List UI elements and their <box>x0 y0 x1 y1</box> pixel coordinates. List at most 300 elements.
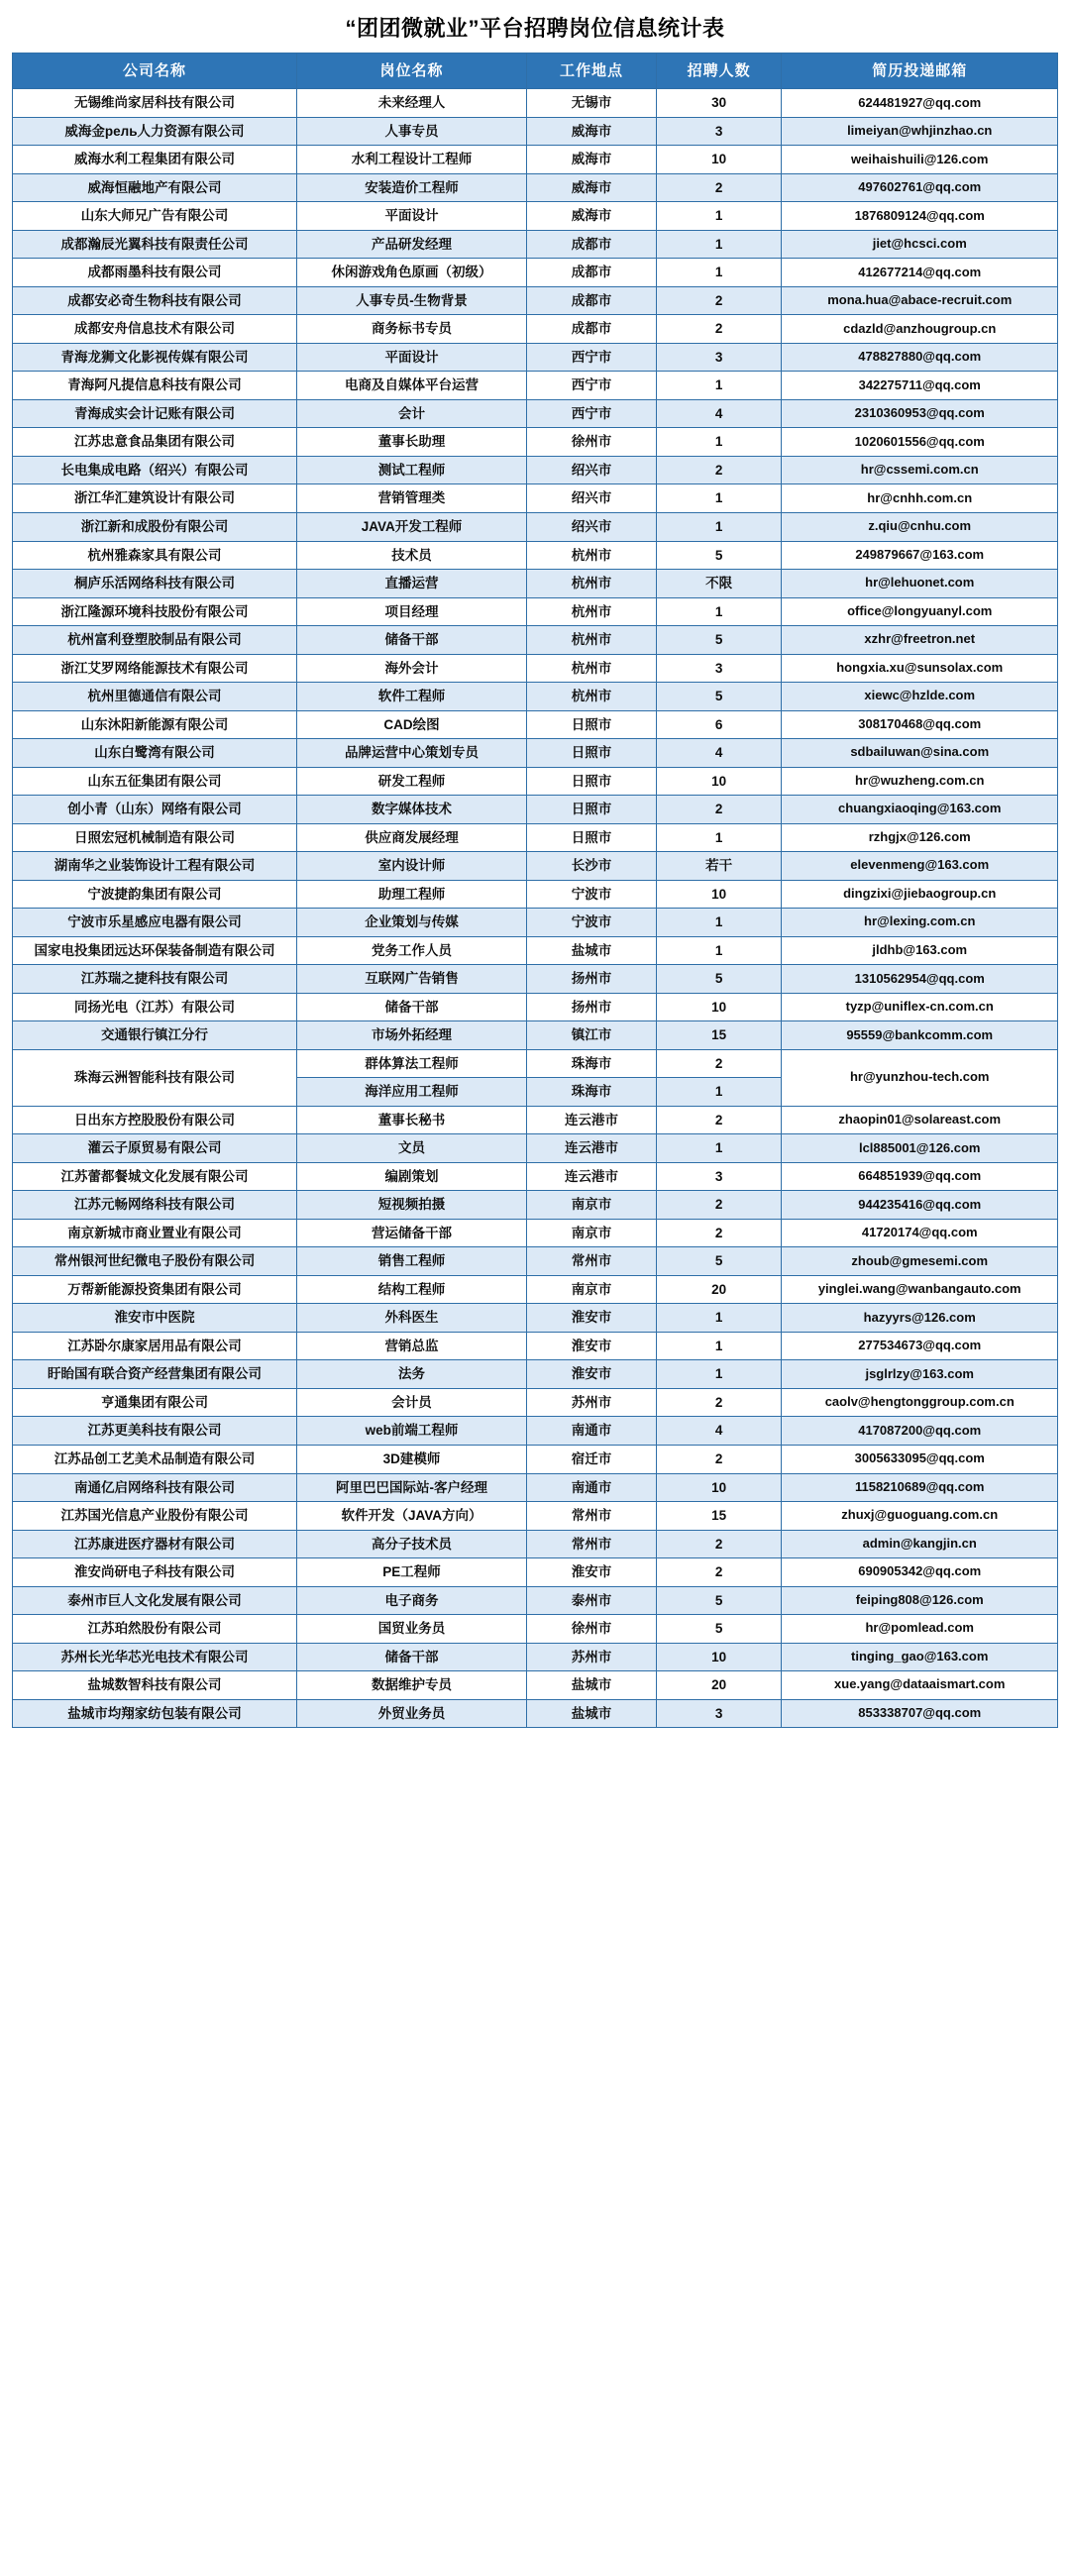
cell-city: 南京市 <box>527 1275 657 1304</box>
cell-email: feiping808@126.com <box>782 1586 1058 1615</box>
cell-company: 无锡维尚家居科技有限公司 <box>13 89 297 118</box>
table-row <box>13 89 1058 118</box>
cell-count: 20 <box>656 1275 782 1304</box>
cell-email: jsglrlzy@163.com <box>782 1360 1058 1389</box>
cell-count: 10 <box>656 146 782 174</box>
cell-email: office@longyuanyl.com <box>782 597 1058 626</box>
cell-company: 日照宏冠机械制造有限公司 <box>13 823 297 852</box>
cell-city: 南通市 <box>527 1417 657 1446</box>
cell-city: 徐州市 <box>527 1615 657 1644</box>
cell-position: 国贸业务员 <box>296 1615 526 1644</box>
cell-position: 文员 <box>296 1134 526 1163</box>
table-row <box>13 1219 1058 1247</box>
cell-company: 泰州市巨人文化发展有限公司 <box>13 1586 297 1615</box>
cell-count: 15 <box>656 1021 782 1050</box>
cell-city: 宁波市 <box>527 909 657 937</box>
cell-count: 2 <box>656 1388 782 1417</box>
cell-city: 扬州市 <box>527 993 657 1021</box>
cell-position: 测试工程师 <box>296 456 526 484</box>
table-row <box>13 767 1058 796</box>
cell-email: xiewc@hzlde.com <box>782 683 1058 711</box>
cell-position: 营运储备干部 <box>296 1219 526 1247</box>
table-row <box>13 626 1058 655</box>
table-row <box>13 1446 1058 1474</box>
cell-email: tyzp@uniflex-cn.com.cn <box>782 993 1058 1021</box>
cell-email: 308170468@qq.com <box>782 710 1058 739</box>
cell-email: z.qiu@cnhu.com <box>782 512 1058 541</box>
cell-position: 品牌运营中心策划专员 <box>296 739 526 768</box>
cell-city: 珠海市 <box>527 1049 657 1078</box>
cell-city: 扬州市 <box>527 965 657 994</box>
cell-count: 20 <box>656 1671 782 1700</box>
table-row <box>13 286 1058 315</box>
cell-count: 1 <box>656 372 782 400</box>
cell-count: 1 <box>656 1304 782 1333</box>
table-row <box>13 343 1058 372</box>
cell-position: 市场外拓经理 <box>296 1021 526 1050</box>
cell-email: xzhr@freetron.net <box>782 626 1058 655</box>
cell-email: 944235416@qq.com <box>782 1191 1058 1220</box>
cell-city: 威海市 <box>527 173 657 202</box>
cell-count: 5 <box>656 1586 782 1615</box>
cell-company: 山东白鹭湾有限公司 <box>13 739 297 768</box>
cell-city: 日照市 <box>527 739 657 768</box>
cell-email: zhoub@gmesemi.com <box>782 1247 1058 1276</box>
cell-email: sdbailuwan@sina.com <box>782 739 1058 768</box>
cell-company: 长电集成电路（绍兴）有限公司 <box>13 456 297 484</box>
cell-position: 海洋应用工程师 <box>296 1078 526 1107</box>
table-row <box>13 710 1058 739</box>
cell-position: 人事专员 <box>296 117 526 146</box>
cell-email: rzhgjx@126.com <box>782 823 1058 852</box>
cell-position: 短视频拍摄 <box>296 1191 526 1220</box>
table-row <box>13 399 1058 428</box>
cell-count: 5 <box>656 1615 782 1644</box>
cell-company: 山东大师兄广告有限公司 <box>13 202 297 231</box>
table-row <box>13 1275 1058 1304</box>
cell-email: tinging_gao@163.com <box>782 1643 1058 1671</box>
cell-email: caolv@hengtonggroup.com.cn <box>782 1388 1058 1417</box>
cell-city: 无锡市 <box>527 89 657 118</box>
cell-city: 绍兴市 <box>527 456 657 484</box>
cell-count: 3 <box>656 1162 782 1191</box>
cell-company: 常州银河世纪微电子股份有限公司 <box>13 1247 297 1276</box>
cell-count: 2 <box>656 1558 782 1587</box>
cell-email: zhuxj@guoguang.com.cn <box>782 1502 1058 1531</box>
cell-company: 杭州雅森家具有限公司 <box>13 541 297 570</box>
cell-city: 绍兴市 <box>527 484 657 513</box>
cell-company: 万帮新能源投资集团有限公司 <box>13 1275 297 1304</box>
cell-position: JAVA开发工程师 <box>296 512 526 541</box>
table-row <box>13 117 1058 146</box>
cell-position: 储备干部 <box>296 1643 526 1671</box>
cell-email: elevenmeng@163.com <box>782 852 1058 881</box>
cell-city: 镇江市 <box>527 1021 657 1050</box>
cell-city: 珠海市 <box>527 1078 657 1107</box>
cell-city: 成都市 <box>527 286 657 315</box>
table-row <box>13 1332 1058 1360</box>
cell-position: 室内设计师 <box>296 852 526 881</box>
cell-position: 技术员 <box>296 541 526 570</box>
cell-count: 30 <box>656 89 782 118</box>
cell-email: 1020601556@qq.com <box>782 428 1058 457</box>
cell-city: 淮安市 <box>527 1304 657 1333</box>
cell-city: 杭州市 <box>527 683 657 711</box>
cell-city: 南京市 <box>527 1219 657 1247</box>
cell-company: 江苏品创工艺美术品制造有限公司 <box>13 1446 297 1474</box>
cell-count: 5 <box>656 1247 782 1276</box>
table-row <box>13 597 1058 626</box>
cell-city: 绍兴市 <box>527 512 657 541</box>
cell-count: 1 <box>656 512 782 541</box>
table-row <box>13 1502 1058 1531</box>
cell-city: 南京市 <box>527 1191 657 1220</box>
cell-company: 威海恒融地产有限公司 <box>13 173 297 202</box>
cell-count: 1 <box>656 597 782 626</box>
table-row <box>13 796 1058 824</box>
cell-email: cdazld@anzhougroup.cn <box>782 315 1058 344</box>
cell-position: 法务 <box>296 1360 526 1389</box>
cell-city: 长沙市 <box>527 852 657 881</box>
cell-email: jiet@hcsci.com <box>782 230 1058 259</box>
cell-city: 苏州市 <box>527 1643 657 1671</box>
cell-company: 杭州富利登塑胶制品有限公司 <box>13 626 297 655</box>
cell-position: CAD绘图 <box>296 710 526 739</box>
cell-email: 624481927@qq.com <box>782 89 1058 118</box>
cell-email: 853338707@qq.com <box>782 1699 1058 1728</box>
cell-count: 不限 <box>656 570 782 598</box>
cell-company: 江苏珀然股份有限公司 <box>13 1615 297 1644</box>
cell-count: 1 <box>656 259 782 287</box>
cell-position: 3D建模师 <box>296 1446 526 1474</box>
table-row <box>13 683 1058 711</box>
cell-position: 党务工作人员 <box>296 936 526 965</box>
cell-email: mona.hua@abace-recruit.com <box>782 286 1058 315</box>
table-row <box>13 146 1058 174</box>
cell-count: 10 <box>656 767 782 796</box>
cell-count: 若干 <box>656 852 782 881</box>
cell-email: hr@cnhh.com.cn <box>782 484 1058 513</box>
cell-count: 2 <box>656 1049 782 1078</box>
cell-position: 会计 <box>296 399 526 428</box>
cell-company: 青海阿凡提信息科技有限公司 <box>13 372 297 400</box>
cell-count: 2 <box>656 1219 782 1247</box>
cell-email: lcl885001@126.com <box>782 1134 1058 1163</box>
table-row <box>13 936 1058 965</box>
table-row <box>13 965 1058 994</box>
column-header-city: 工作地点 <box>527 54 657 89</box>
cell-company: 成都安舟信息技术有限公司 <box>13 315 297 344</box>
cell-email: 417087200@qq.com <box>782 1417 1058 1446</box>
cell-email: limeiyan@whjinzhao.cn <box>782 117 1058 146</box>
cell-email: 690905342@qq.com <box>782 1558 1058 1587</box>
cell-email: hr@pomlead.com <box>782 1615 1058 1644</box>
cell-email: 2310360953@qq.com <box>782 399 1058 428</box>
cell-company: 成都瀚辰光翼科技有限责任公司 <box>13 230 297 259</box>
cell-city: 泰州市 <box>527 1586 657 1615</box>
cell-count: 10 <box>656 880 782 909</box>
cell-company: 浙江华汇建筑设计有限公司 <box>13 484 297 513</box>
cell-email: jldhb@163.com <box>782 936 1058 965</box>
cell-company: 江苏康进医疗器材有限公司 <box>13 1530 297 1558</box>
cell-position: 群体算法工程师 <box>296 1049 526 1078</box>
cell-count: 5 <box>656 541 782 570</box>
cell-email: hongxia.xu@sunsolax.com <box>782 654 1058 683</box>
table-row <box>13 823 1058 852</box>
cell-position: 供应商发展经理 <box>296 823 526 852</box>
cell-position: 平面设计 <box>296 202 526 231</box>
cell-count: 2 <box>656 456 782 484</box>
cell-company: 盱眙国有联合资产经营集团有限公司 <box>13 1360 297 1389</box>
cell-position: 营销总监 <box>296 1332 526 1360</box>
cell-position: 高分子技术员 <box>296 1530 526 1558</box>
cell-city: 日照市 <box>527 767 657 796</box>
cell-company: 江苏国光信息产业股份有限公司 <box>13 1502 297 1531</box>
cell-company: 盐城市均翔家纺包装有限公司 <box>13 1699 297 1728</box>
cell-company: 江苏忠意食品集团有限公司 <box>13 428 297 457</box>
recruitment-table <box>12 53 1058 1728</box>
table-row <box>13 1671 1058 1700</box>
table-row <box>13 484 1058 513</box>
cell-email: 412677214@qq.com <box>782 259 1058 287</box>
cell-company: 日出东方控股股份有限公司 <box>13 1106 297 1134</box>
cell-count: 4 <box>656 739 782 768</box>
cell-company: 威海水利工程集团有限公司 <box>13 146 297 174</box>
cell-company: 江苏元畅网络科技有限公司 <box>13 1191 297 1220</box>
cell-city: 南通市 <box>527 1473 657 1502</box>
cell-position: 平面设计 <box>296 343 526 372</box>
cell-email: chuangxiaoqing@163.com <box>782 796 1058 824</box>
cell-count: 5 <box>656 626 782 655</box>
table-row <box>13 1699 1058 1728</box>
cell-count: 2 <box>656 1446 782 1474</box>
table-row <box>13 1106 1058 1134</box>
cell-city: 威海市 <box>527 117 657 146</box>
cell-position: 结构工程师 <box>296 1275 526 1304</box>
table-row <box>13 1388 1058 1417</box>
cell-company: 淮安市中医院 <box>13 1304 297 1333</box>
cell-company: 浙江新和成股份有限公司 <box>13 512 297 541</box>
cell-city: 西宁市 <box>527 343 657 372</box>
table-row <box>13 570 1058 598</box>
cell-position: web前端工程师 <box>296 1417 526 1446</box>
cell-city: 淮安市 <box>527 1360 657 1389</box>
cell-email: hr@cssemi.com.cn <box>782 456 1058 484</box>
cell-email: 41720174@qq.com <box>782 1219 1058 1247</box>
cell-email: 497602761@qq.com <box>782 173 1058 202</box>
cell-position: 商务标书专员 <box>296 315 526 344</box>
cell-company: 淮安尚研电子科技有限公司 <box>13 1558 297 1587</box>
table-row <box>13 1304 1058 1333</box>
cell-city: 连云港市 <box>527 1162 657 1191</box>
cell-city: 杭州市 <box>527 654 657 683</box>
cell-count: 1 <box>656 202 782 231</box>
cell-count: 1 <box>656 936 782 965</box>
cell-company: 苏州长光华芯光电技术有限公司 <box>13 1643 297 1671</box>
cell-position: 直播运营 <box>296 570 526 598</box>
cell-position: 董事长助理 <box>296 428 526 457</box>
cell-city: 杭州市 <box>527 541 657 570</box>
table-row <box>13 173 1058 202</box>
cell-count: 3 <box>656 117 782 146</box>
table-row <box>13 456 1058 484</box>
cell-company: 浙江隆源环境科技股份有限公司 <box>13 597 297 626</box>
cell-position: 软件开发（JAVA方向） <box>296 1502 526 1531</box>
table-row <box>13 1162 1058 1191</box>
cell-position: 研发工程师 <box>296 767 526 796</box>
cell-company: 亨通集团有限公司 <box>13 1388 297 1417</box>
cell-position: 电子商务 <box>296 1586 526 1615</box>
cell-company: 成都雨墨科技有限公司 <box>13 259 297 287</box>
cell-company: 山东五征集团有限公司 <box>13 767 297 796</box>
cell-company: 盐城数智科技有限公司 <box>13 1671 297 1700</box>
cell-company: 江苏更美科技有限公司 <box>13 1417 297 1446</box>
cell-count: 2 <box>656 286 782 315</box>
cell-position: 阿里巴巴国际站-客户经理 <box>296 1473 526 1502</box>
cell-count: 15 <box>656 1502 782 1531</box>
cell-city: 淮安市 <box>527 1558 657 1587</box>
cell-company: 灌云子原贸易有限公司 <box>13 1134 297 1163</box>
cell-count: 3 <box>656 1699 782 1728</box>
table-row <box>13 372 1058 400</box>
cell-email: 1158210689@qq.com <box>782 1473 1058 1502</box>
table-row <box>13 1473 1058 1502</box>
cell-position: 互联网广告销售 <box>296 965 526 994</box>
table-row <box>13 1643 1058 1671</box>
cell-count: 10 <box>656 1643 782 1671</box>
cell-city: 徐州市 <box>527 428 657 457</box>
cell-email: admin@kangjin.cn <box>782 1530 1058 1558</box>
table-row <box>13 654 1058 683</box>
cell-email: 478827880@qq.com <box>782 343 1058 372</box>
cell-city: 盐城市 <box>527 936 657 965</box>
table-row <box>13 1247 1058 1276</box>
table-row <box>13 1417 1058 1446</box>
cell-city: 常州市 <box>527 1530 657 1558</box>
cell-company: 青海成实会计记账有限公司 <box>13 399 297 428</box>
table-row <box>13 512 1058 541</box>
cell-city: 日照市 <box>527 796 657 824</box>
table-row <box>13 880 1058 909</box>
cell-count: 4 <box>656 1417 782 1446</box>
cell-city: 连云港市 <box>527 1134 657 1163</box>
cell-position: 项目经理 <box>296 597 526 626</box>
cell-position: 休闲游戏角色原画（初级） <box>296 259 526 287</box>
column-header-position: 岗位名称 <box>296 54 526 89</box>
table-row <box>13 230 1058 259</box>
cell-city: 威海市 <box>527 202 657 231</box>
table-row <box>13 1049 1058 1078</box>
cell-count: 10 <box>656 993 782 1021</box>
table-row <box>13 852 1058 881</box>
cell-count: 5 <box>656 683 782 711</box>
cell-count: 1 <box>656 1360 782 1389</box>
page-title: “团团微就业”平台招聘岗位信息统计表 <box>345 16 725 41</box>
cell-position: 外科医生 <box>296 1304 526 1333</box>
column-header-company: 公司名称 <box>13 54 297 89</box>
table-row <box>13 1586 1058 1615</box>
cell-company: 成都安必奇生物科技有限公司 <box>13 286 297 315</box>
cell-company: 威海金рель人力资源有限公司 <box>13 117 297 146</box>
table-row <box>13 993 1058 1021</box>
cell-city: 成都市 <box>527 230 657 259</box>
cell-company: 同扬光电（江苏）有限公司 <box>13 993 297 1021</box>
cell-position: 助理工程师 <box>296 880 526 909</box>
table-row <box>13 1530 1058 1558</box>
cell-position: 编剧策划 <box>296 1162 526 1191</box>
cell-company: 江苏瑞之捷科技有限公司 <box>13 965 297 994</box>
cell-position: 董事长秘书 <box>296 1106 526 1134</box>
cell-count: 1 <box>656 428 782 457</box>
cell-email: hr@yunzhou-tech.com <box>782 1049 1058 1106</box>
column-header-email: 简历投递邮箱 <box>782 54 1058 89</box>
cell-position: 储备干部 <box>296 626 526 655</box>
cell-position: 水利工程设计工程师 <box>296 146 526 174</box>
cell-city: 淮安市 <box>527 1332 657 1360</box>
cell-city: 日照市 <box>527 823 657 852</box>
cell-city: 成都市 <box>527 259 657 287</box>
table-row <box>13 1021 1058 1050</box>
cell-position: 电商及自媒体平台运营 <box>296 372 526 400</box>
cell-email: xue.yang@dataaismart.com <box>782 1671 1058 1700</box>
table-header <box>13 54 1058 89</box>
cell-count: 1 <box>656 1078 782 1107</box>
cell-position: 软件工程师 <box>296 683 526 711</box>
table-row <box>13 259 1058 287</box>
cell-company: 南京新城市商业置业有限公司 <box>13 1219 297 1247</box>
cell-city: 宿迁市 <box>527 1446 657 1474</box>
cell-company: 珠海云洲智能科技有限公司 <box>13 1049 297 1106</box>
table-row <box>13 541 1058 570</box>
cell-position: 储备干部 <box>296 993 526 1021</box>
column-header-count: 招聘人数 <box>656 54 782 89</box>
cell-email: 1310562954@qq.com <box>782 965 1058 994</box>
table-row <box>13 1360 1058 1389</box>
cell-count: 3 <box>656 654 782 683</box>
table-row <box>13 909 1058 937</box>
cell-city: 宁波市 <box>527 880 657 909</box>
table-row <box>13 739 1058 768</box>
cell-position: 数据维护专员 <box>296 1671 526 1700</box>
cell-count: 6 <box>656 710 782 739</box>
cell-company: 南通亿启网络科技有限公司 <box>13 1473 297 1502</box>
cell-count: 5 <box>656 965 782 994</box>
table-row <box>13 1615 1058 1644</box>
cell-email: hazyyrs@126.com <box>782 1304 1058 1333</box>
table-row <box>13 1558 1058 1587</box>
cell-company: 宁波市乐星感应电器有限公司 <box>13 909 297 937</box>
cell-city: 常州市 <box>527 1502 657 1531</box>
cell-company: 浙江艾罗网络能源技术有限公司 <box>13 654 297 683</box>
cell-city: 常州市 <box>527 1247 657 1276</box>
cell-count: 2 <box>656 315 782 344</box>
cell-city: 盐城市 <box>527 1699 657 1728</box>
cell-count: 4 <box>656 399 782 428</box>
cell-count: 2 <box>656 173 782 202</box>
cell-email: hr@lexing.com.cn <box>782 909 1058 937</box>
cell-position: 销售工程师 <box>296 1247 526 1276</box>
cell-email: 95559@bankcomm.com <box>782 1021 1058 1050</box>
cell-company: 杭州里德通信有限公司 <box>13 683 297 711</box>
cell-count: 1 <box>656 909 782 937</box>
cell-company: 江苏卧尔康家居用品有限公司 <box>13 1332 297 1360</box>
cell-count: 2 <box>656 1530 782 1558</box>
cell-email: hr@lehuonet.com <box>782 570 1058 598</box>
cell-city: 西宁市 <box>527 399 657 428</box>
cell-position: 人事专员-生物背景 <box>296 286 526 315</box>
cell-count: 1 <box>656 484 782 513</box>
cell-count: 10 <box>656 1473 782 1502</box>
